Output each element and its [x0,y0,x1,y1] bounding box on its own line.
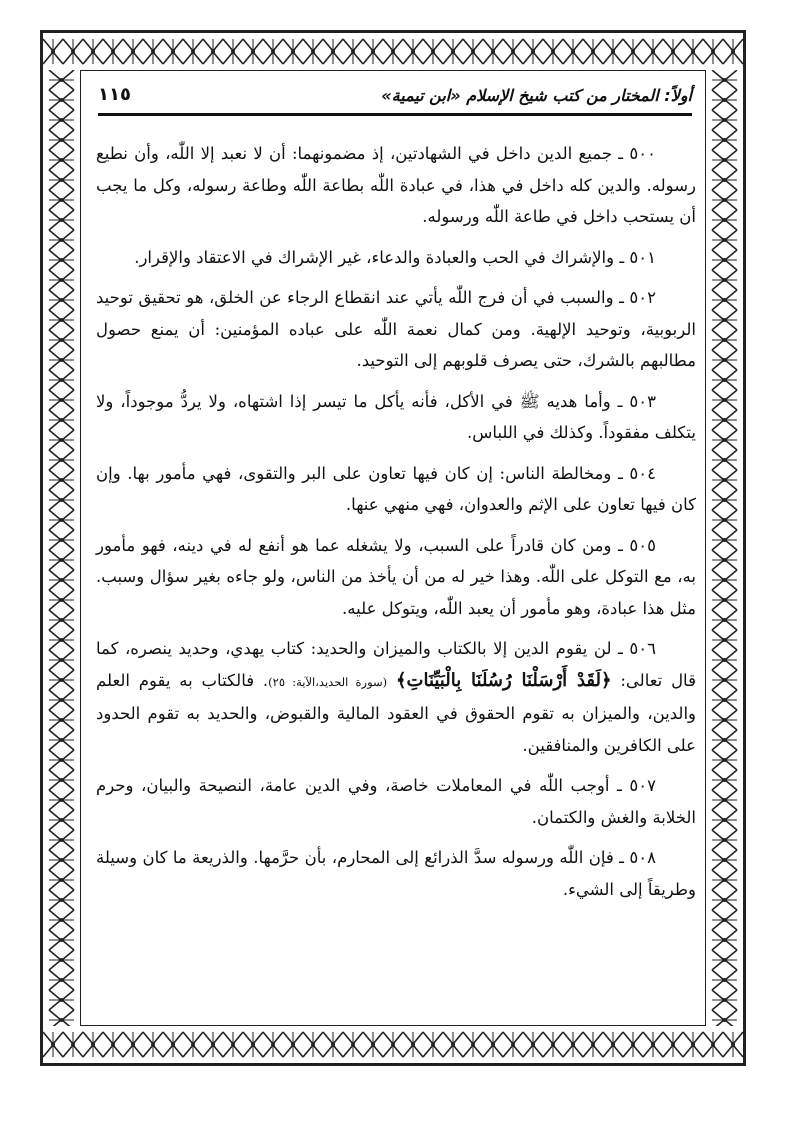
paragraph-number: ٥٠٧ [629,776,656,795]
paragraph-500 [96,138,696,233]
separator: ـ [611,535,630,555]
separator: ـ [613,848,630,867]
paragraph-text: فإن اللّٰه ورسوله سدَّ الذرائع إلى المحارم، بأن حرَّمها. والذريعة ما كان وسيلة وطريقاً إلى الشيء. [96,848,696,899]
paragraph-text: والسبب في أن فرج اللّٰه يأتي عند انقطاع الرجاء عن الخلق، هو تحقيق توحيد الربوبية، وتوحيد الإلهية. ومن كمال نعمة اللّٰه على عباده المؤمنين: أن يمنع حصول مطالبهم بالشرك، حتى يصرف قلوبهم إلى التوحيد. [96,288,696,370]
paragraph-text: ومخالطة الناس: إن كان فيها تعاون على البر والتقوى، فهي مأمور بها. وإن كان فيها تعاون على الإثم والعدوان، فهي منهي عنها. [96,463,696,514]
paragraph-505 [96,530,696,625]
paragraph-text-continued: . فالكتاب به يقوم العلم والدين، والميزان به تقوم الحقوق في العقود المالية والقبوض، والحديد به تقوم الحدود على الكافرين والمنافقين. [96,670,696,755]
separator: ـ [614,247,630,267]
ornament-border-right [706,70,743,1026]
paragraph-number: ٥٠٥ [629,535,656,555]
paragraph-508 [96,842,696,905]
page-number: ١١٥ [98,84,131,105]
page-header [98,84,692,112]
ornament-border-left [43,70,80,1026]
ornament-border-bottom [43,1026,743,1063]
running-title: أولاً: المختار من كتب شيخ الإسلام «ابن تيمية» [381,86,692,105]
paragraph-text: لن يقوم الدين إلا بالكتاب والميزان والحديد: كتاب يهدي، وحديد ينصره، كما قال تعالى: [96,639,696,690]
page-body [96,138,696,914]
paragraph-number: ٥٠٠ [629,144,656,163]
paragraph-501 [96,242,696,274]
paragraph-text: ومن كان قادراً على السبب، ولا يشغله عما هو أنفع له في دينه، فهو مأمور به، مع التوكل على اللّٰه. وهذا خير له من أن يأخذ من الناس، ولو جاءه بغير سؤال وسبب. مثل هذا عبادة، وهو مأمور أن يعبد اللّٰه، ويتوكل عليه. [96,535,696,618]
paragraph-503 [96,386,696,449]
ornament-border-top [43,33,743,70]
separator: ـ [611,639,630,658]
paragraph-number: ٥٠٢ [629,288,656,307]
separator: ـ [613,288,630,307]
paragraph-number: ٥٠٨ [629,848,657,867]
paragraph-number: ٥٠١ [629,247,656,267]
paragraph-504 [96,458,696,521]
paragraph-502 [96,282,696,377]
header-rule [98,113,692,116]
paragraph-number: ٥٠٣ [629,391,657,411]
paragraph-507 [96,770,696,833]
paragraph-text: أوجب اللّٰه في المعاملات خاصة، وفي الدين عامة، النصيحة والبيان، وحرم الخلابة والغش والكتمان. [96,776,696,827]
paragraph-text: وأما هديه ﷺ في الأكل، فأنه يأكل ما تيسر إذا اشتهاه، ولا يردُّ موجوداً، ولا يتكلف مفقوداً. وكذلك في اللباس. [96,391,696,442]
paragraph-number: ٥٠٦ [629,639,656,658]
paragraph-text: جميع الدين داخل في الشهادتين، إذ مضمونهما: أن لا نعبد إلا اللّٰه، وأن نطيع رسوله. والدين كله داخل في هذا، في عبادة اللّٰه بطاعة اللّٰه وطاعة رسوله، وكل ما يجب أن يستحب داخل في طاعة اللّٰه ورسوله. [96,144,696,226]
paragraph-506 [96,633,696,761]
verse-reference: (سورة الحديد،الآية: ٢٥) [268,674,388,689]
separator: ـ [611,463,630,483]
paragraph-text: والإشراك في الحب والعبادة والدعاء، غير الإشراك في الاعتقاد والإقرار. [134,247,615,267]
quran-verse: ﴿لَقَدْ أَرْسَلْنَا رُسُلَنَا بِالْبَيِّنَاتِ﴾ [395,669,612,691]
separator: ـ [610,391,630,411]
separator: ـ [612,144,630,163]
separator: ـ [609,776,630,795]
paragraph-number: ٥٠٤ [629,463,656,483]
